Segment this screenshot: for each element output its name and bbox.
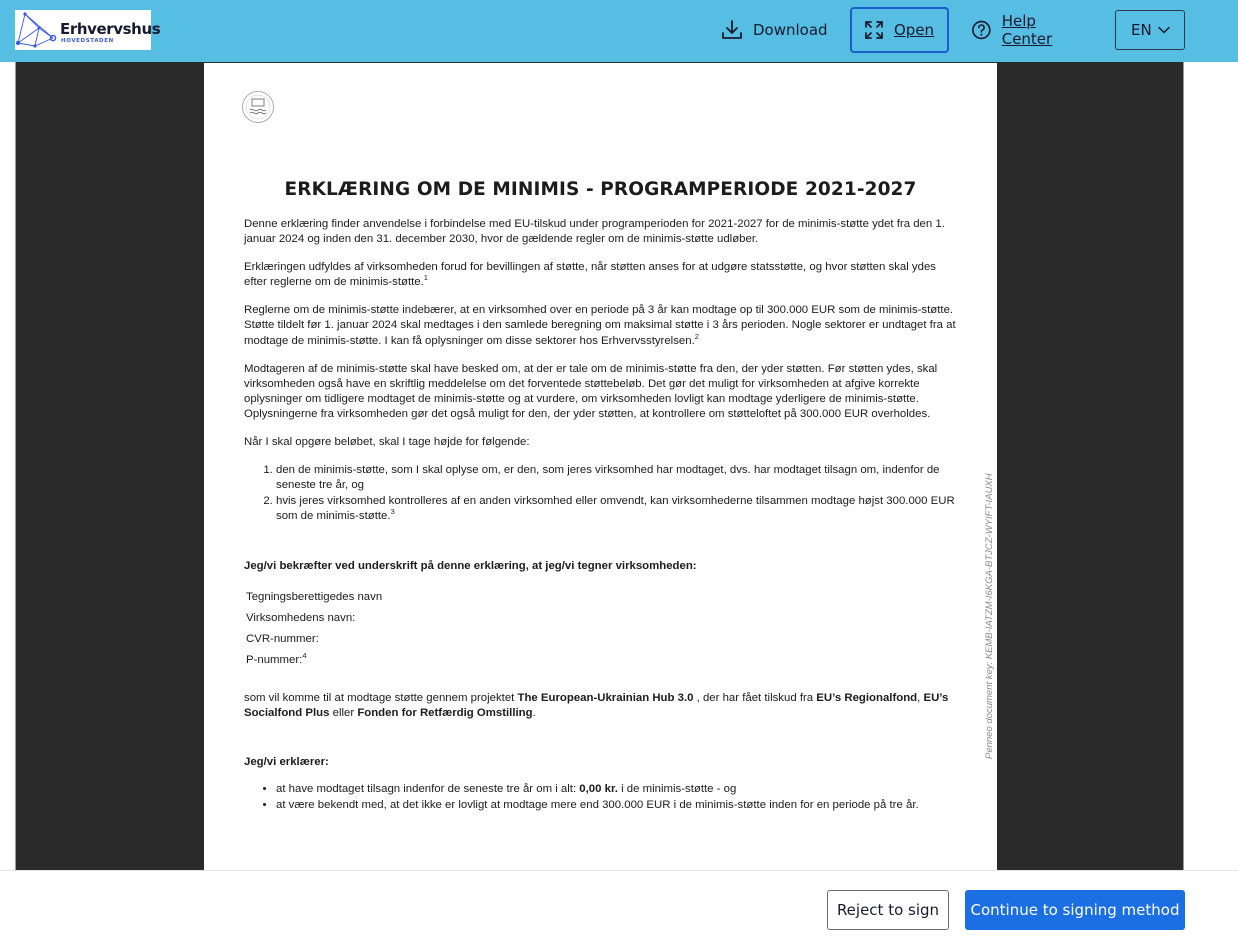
download-button[interactable] — [721, 7, 831, 53]
declare-heading-text: Jeg/vi erklærer: — [244, 755, 329, 768]
paragraph: Modtageren af de minimis-støtte skal have besked om, at der er tale om de minimis-støtte fra den, der yder støtten. Før støtten ydes, skal virksomheden også have en skriftlig meddelelse om det forventede støttebeløb. Det gør det muligt for virksomheden at afgive korrekte oplysninger om tidligere modtaget de minimis-støtte og at vurdere, om virksomheden lovligt kan modtage yderligere de minimis-støtte. Oplysningerne fra virksomheden gør det også muligt for den, der yder støtten, at kontrollere om støtteloftet på 300.000 EUR overholdes. — [244, 362, 938, 420]
list-item — [276, 782, 956, 797]
field-p-number — [246, 650, 956, 671]
footnote-ref: 3 — [390, 507, 395, 517]
paragraph: Når I skal opgøre beløbet, skal I tage højde for følgende: — [244, 436, 530, 449]
fund-name: EU’s Socialfond Plus — [244, 691, 949, 719]
continue-signing-button[interactable]: Continue to signing method — [965, 890, 1185, 930]
open-label: Open — [894, 21, 935, 39]
list-item-text: hvis jeres virksomhed kontrolleres af en anden virksomhed eller omvendt, kan virksomhederne tilsammen modtage højst 300.000 EUR som de minimis-støtte. — [276, 495, 955, 523]
download-icon — [721, 19, 743, 41]
text: eller — [329, 706, 358, 719]
footnote-ref: 1 — [423, 273, 428, 283]
document-page — [204, 63, 997, 870]
paragraph — [244, 303, 956, 348]
text: , der har fået tilskud fra — [693, 691, 817, 704]
paragraph — [244, 691, 956, 721]
text: , — [917, 691, 924, 704]
reject-to-sign-button[interactable]: Reject to sign — [827, 890, 949, 930]
paragraph-text: Erklæringen udfyldes af virksomheden forud for bevillingen af støtte, når støtten anses for at udgøre statsstøtte, og hvor støtten skal ydes efter reglerne om de minimis-støtte. — [244, 261, 936, 289]
chevron-down-icon — [1158, 26, 1170, 34]
list-item: 1. den de minimis-støtte, som I skal oplyse om, er den, som jeres virksomhed har modtaget, dvs. har modtaget tilsagn om, indenfor de seneste tre år, og — [276, 463, 956, 493]
text: som vil komme til at modtage støtte gennem projektet — [244, 691, 518, 704]
paragraph: Denne erklæring finder anvendelse i forbindelse med EU-tilskud under programperioden for 2021-2027 for de minimis-støtte ydet fra den 1. januar 2024 og inden den 31. december 2030, hvor de gældende regler om de minimis-støtte udløber. — [244, 218, 945, 246]
bullet-list — [244, 782, 956, 813]
list-item: • at være bekendt med, at det ikke er lovligt at modtage mere end 300.000 EUR i de minimis-støtte inden for en periode på tre år. — [276, 798, 956, 813]
paragraph — [244, 260, 956, 290]
text: i de minimis-støtte - og — [617, 782, 737, 795]
document-key-text: Penneo document key: KEMB-IATZM-I6KGA-BTJCZ-WYIFT-IAUXH — [984, 473, 995, 759]
help-icon — [971, 19, 992, 41]
erhvervshus-logo[interactable] — [15, 10, 161, 50]
open-fullscreen-button[interactable] — [850, 7, 949, 53]
action-footer — [0, 870, 1238, 944]
project-name: The European-Ukrainian Hub 3.0 — [517, 691, 694, 704]
field-cvr-number: CVR-nummer: — [246, 632, 319, 645]
field-label: P-nummer: — [246, 653, 303, 666]
fund-name: Fonden for Retfærdig Omstilling — [357, 706, 533, 719]
field-signatory-name: Tegningsberettigedes navn — [246, 590, 383, 603]
text: at have modtaget tilsagn indenfor de seneste tre år om i alt: — [276, 782, 580, 795]
list-item — [276, 494, 956, 524]
document-body — [244, 217, 956, 826]
help-center-link[interactable] — [971, 7, 1086, 53]
signer-fields — [246, 587, 956, 671]
top-header — [0, 0, 1238, 62]
logo-subtitle: HOVEDSTADEN — [61, 38, 114, 44]
language-select[interactable] — [1115, 10, 1185, 50]
support-amount: 0,00 kr. — [579, 782, 618, 795]
language-value: EN — [1131, 21, 1152, 39]
confirm-heading-text: Jeg/vi bekræfter ved underskrift på denne erklæring, at jeg/vi tegner virksomheden: — [244, 559, 697, 572]
confirm-heading — [244, 559, 956, 574]
numbered-list — [244, 463, 956, 524]
footnote-ref: 2 — [694, 331, 699, 341]
declare-heading — [244, 755, 956, 770]
seal-logo-icon — [241, 90, 275, 124]
footnote-ref: 4 — [302, 650, 307, 660]
field-company-name: Virksomhedens navn: — [246, 611, 356, 624]
expand-icon — [864, 20, 884, 40]
paragraph-text: Reglerne om de minimis-støtte indebærer, at en virksomhed over en periode på 3 år kan modtage op til 300.000 EUR som de minimis-støtte. Støtte tildelt før 1. januar 2024 skal medtages i den samlede beregning om maksimal støtte i 3 års perioden. Nogle sektorer er undtaget fra at modtage de minimis-støtte. I kan få oplysninger om disse sektorer hos Erhvervsstyrelsen. — [244, 304, 956, 347]
network-logo-icon — [15, 10, 59, 50]
logo-title: Erhvervshus — [60, 20, 161, 38]
document-title: ERKLÆRING OM DE MINIMIS - PROGRAMPERIODE 2021-2027 — [284, 179, 917, 200]
document-key — [984, 469, 998, 759]
fund-name: EU’s Regionalfond — [816, 691, 918, 704]
download-label: Download — [753, 21, 828, 39]
help-center-label: Help Center — [1001, 12, 1053, 48]
text: . — [532, 706, 536, 719]
document-viewer[interactable] — [15, 62, 1184, 870]
